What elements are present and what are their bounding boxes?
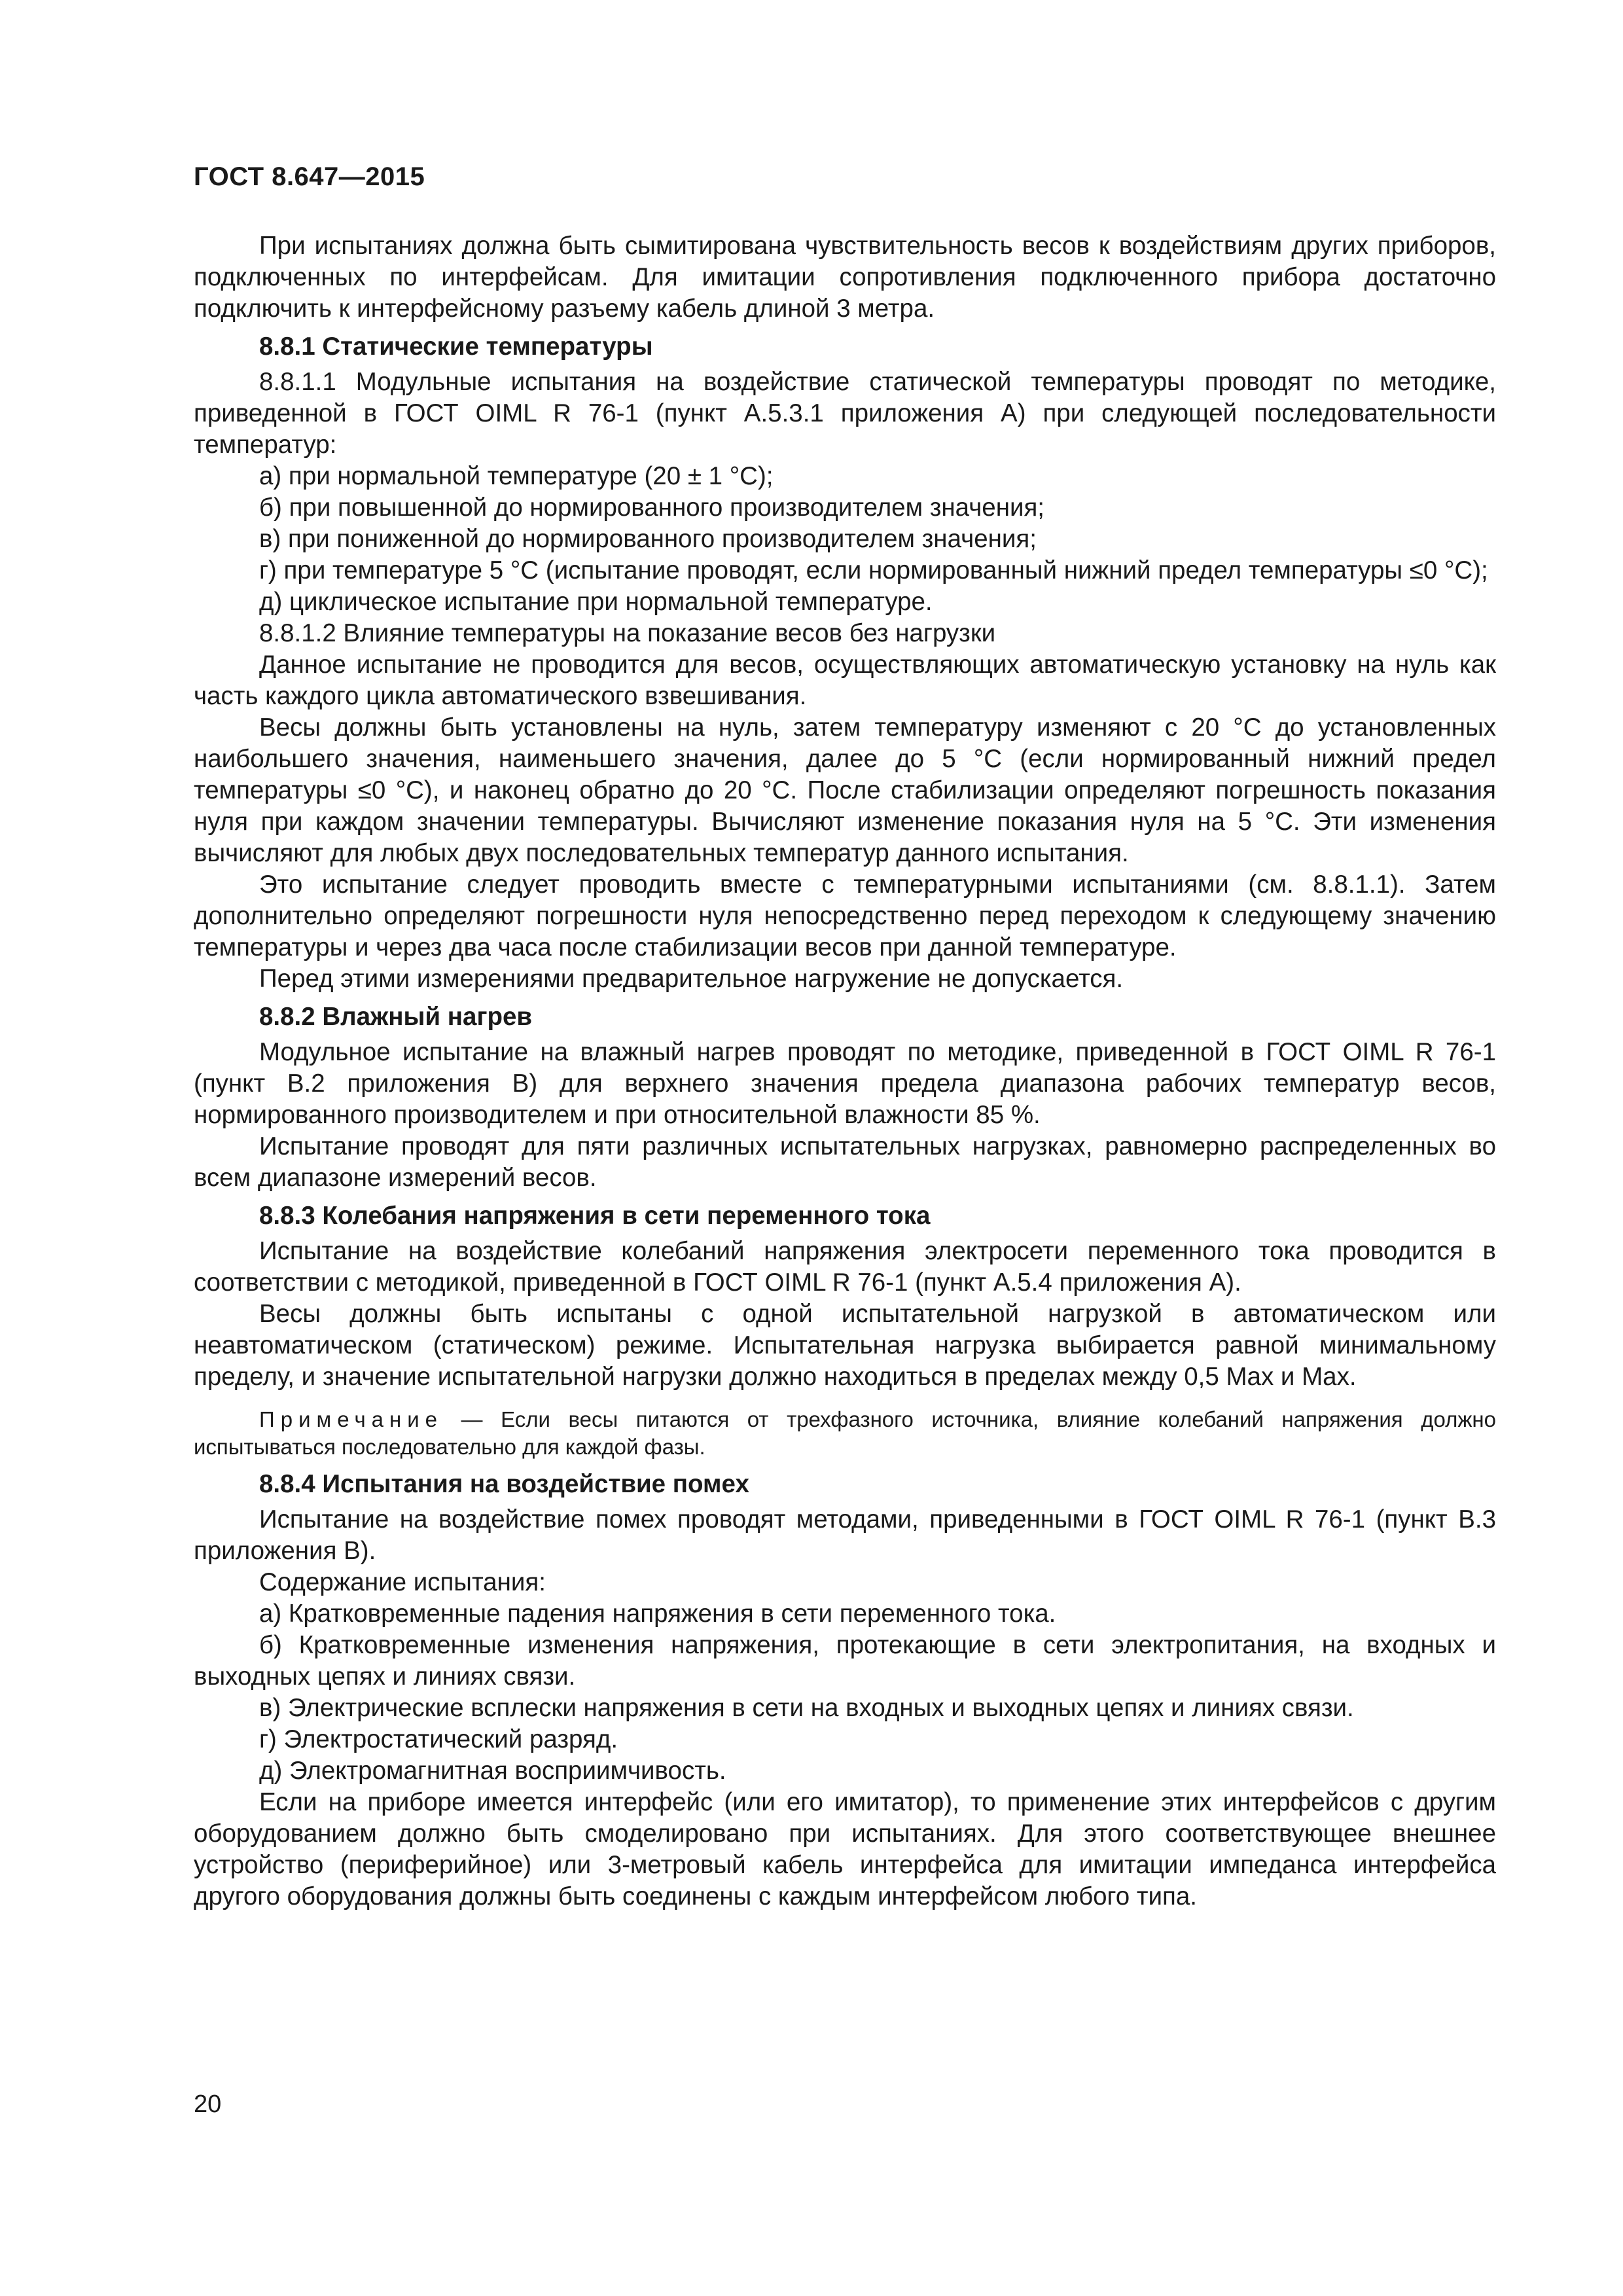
- section-heading: 8.8.1 Статические температуры: [259, 332, 653, 361]
- paragraph: Данное испытание не проводится для весов, осуществляющих автоматическую установку на нуль как часть каждого цикла автоматического взвешивания.: [194, 651, 1496, 710]
- paragraph: Содержание испытания:: [259, 1568, 546, 1596]
- paragraph: 8.8.1.1 Модульные испытания на воздействие статической температуры проводят по методике, приведенной в ГОСТ OIML R 76-1 (пункт А.5.3.1 приложения А) при следующей последовательности температур:: [194, 368, 1496, 459]
- paragraph: Модульное испытание на влажный нагрев проводят по методике, приведенной в ГОСТ OIML R 76-1 (пункт В.2 приложения В) для верхнего значения предела диапазона рабочих температур весов, нормированного производителем и при относительной влажности 85 %.: [194, 1038, 1496, 1129]
- note-text: — Если весы питаются от трехфазного источника, влияние колебаний напряжения должно испытываться последовательно для каждой фазы.: [194, 1407, 1496, 1459]
- paragraph: Перед этими измерениями предварительное нагружение не допускается.: [259, 965, 1124, 993]
- list-item: б) Кратковременные изменения напряжения, протекающие в сети электропитания, на входных и выходных цепях и линиях связи.: [194, 1631, 1496, 1691]
- paragraph: Испытание на воздействие колебаний напряжения электросети переменного тока проводится в соответствии с методикой, приведенной в ГОСТ OIML R 76-1 (пункт А.5.4 приложения А).: [194, 1237, 1496, 1297]
- list-item: д) циклическое испытание при нормальной температуре.: [259, 588, 933, 616]
- paragraph: Весы должны быть испытаны с одной испытательной нагрузкой в автоматическом или неавтоматическом (статическом) режиме. Испытательная нагрузка выбирается равной минимальному пределу, и значение испытательной нагрузки должно находиться в пределах между 0,5 Max и Max.: [194, 1300, 1496, 1391]
- section-heading: 8.8.2 Влажный нагрев: [259, 1003, 533, 1031]
- subsection-title: 8.8.1.2 Влияние температуры на показание весов без нагрузки: [259, 619, 996, 647]
- list-item: в) при пониженной до нормированного производителем значения;: [259, 525, 1037, 553]
- list-item: г) при температуре 5 °С (испытание проводят, если нормированный нижний предел температуры ≤0 °С);: [259, 556, 1488, 584]
- page-number: 20: [194, 2090, 222, 2118]
- list-item: б) при повышенной до нормированного производителем значения;: [259, 493, 1045, 522]
- paragraph: Это испытание следует проводить вместе с температурными испытаниями (см. 8.8.1.1). Затем дополнительно определяют погрешности нуля непосредственно перед переходом к следующему значению температуры и через два часа после стабилизации весов при данной температуре.: [194, 870, 1496, 961]
- list-item: д) Электромагнитная восприимчивость.: [259, 1757, 726, 1785]
- list-item: г) Электростатический разряд.: [259, 1725, 618, 1753]
- note-label: Примечание: [259, 1407, 444, 1431]
- section-heading: 8.8.4 Испытания на воздействие помех: [259, 1470, 749, 1498]
- document-body: [194, 230, 1496, 1912]
- paragraph: При испытаниях должна быть сымитирована чувствительность весов к воздействиям других приборов, подключенных по интерфейсам. Для имитации сопротивления подключенного прибора достаточно подключить к интерфейсному разъему кабель длиной 3 метра.: [194, 232, 1496, 323]
- section-heading: 8.8.3 Колебания напряжения в сети переменного тока: [259, 1202, 931, 1230]
- paragraph: Если на приборе имеется интерфейс (или его имитатор), то применение этих интерфейсов с другим оборудованием должно быть смоделировано при испытаниях. Для этого соответствующее внешнее устройство (периферийное) или 3-метровый кабель интерфейса для имитации импеданса интерфейса другого оборудования должны быть соединены с каждым интерфейсом любого типа.: [194, 1788, 1496, 1910]
- paragraph: Испытание проводят для пяти различных испытательных нагрузках, равномерно распределенных во всем диапазоне измерений весов.: [194, 1132, 1496, 1192]
- note: [194, 1406, 1496, 1461]
- list-item: а) Кратковременные падения напряжения в сети переменного тока.: [259, 1600, 1056, 1628]
- paragraph: Весы должны быть установлены на нуль, затем температуру изменяют с 20 °С до установленных наибольшего значения, наименьшего значения, далее до 5 °С (если нормированный нижний предел температуры ≤0 °С), и наконец обратно до 20 °С. После стабилизации определяют погрешность показания нуля при каждом значении температуры. Вычисляют изменение показания нуля на 5 °С. Эти изменения вычисляют для любых двух последовательных температур данного испытания.: [194, 713, 1496, 867]
- list-item: в) Электрические всплески напряжения в сети на входных и выходных цепях и линиях связи.: [259, 1694, 1354, 1722]
- list-item: а) при нормальной температуре (20 ± 1 °С);: [259, 462, 774, 490]
- paragraph: Испытание на воздействие помех проводят методами, приведенными в ГОСТ OIML R 76-1 (пункт В.3 приложения В).: [194, 1505, 1496, 1565]
- document-header: ГОСТ 8.647—2015: [194, 162, 425, 191]
